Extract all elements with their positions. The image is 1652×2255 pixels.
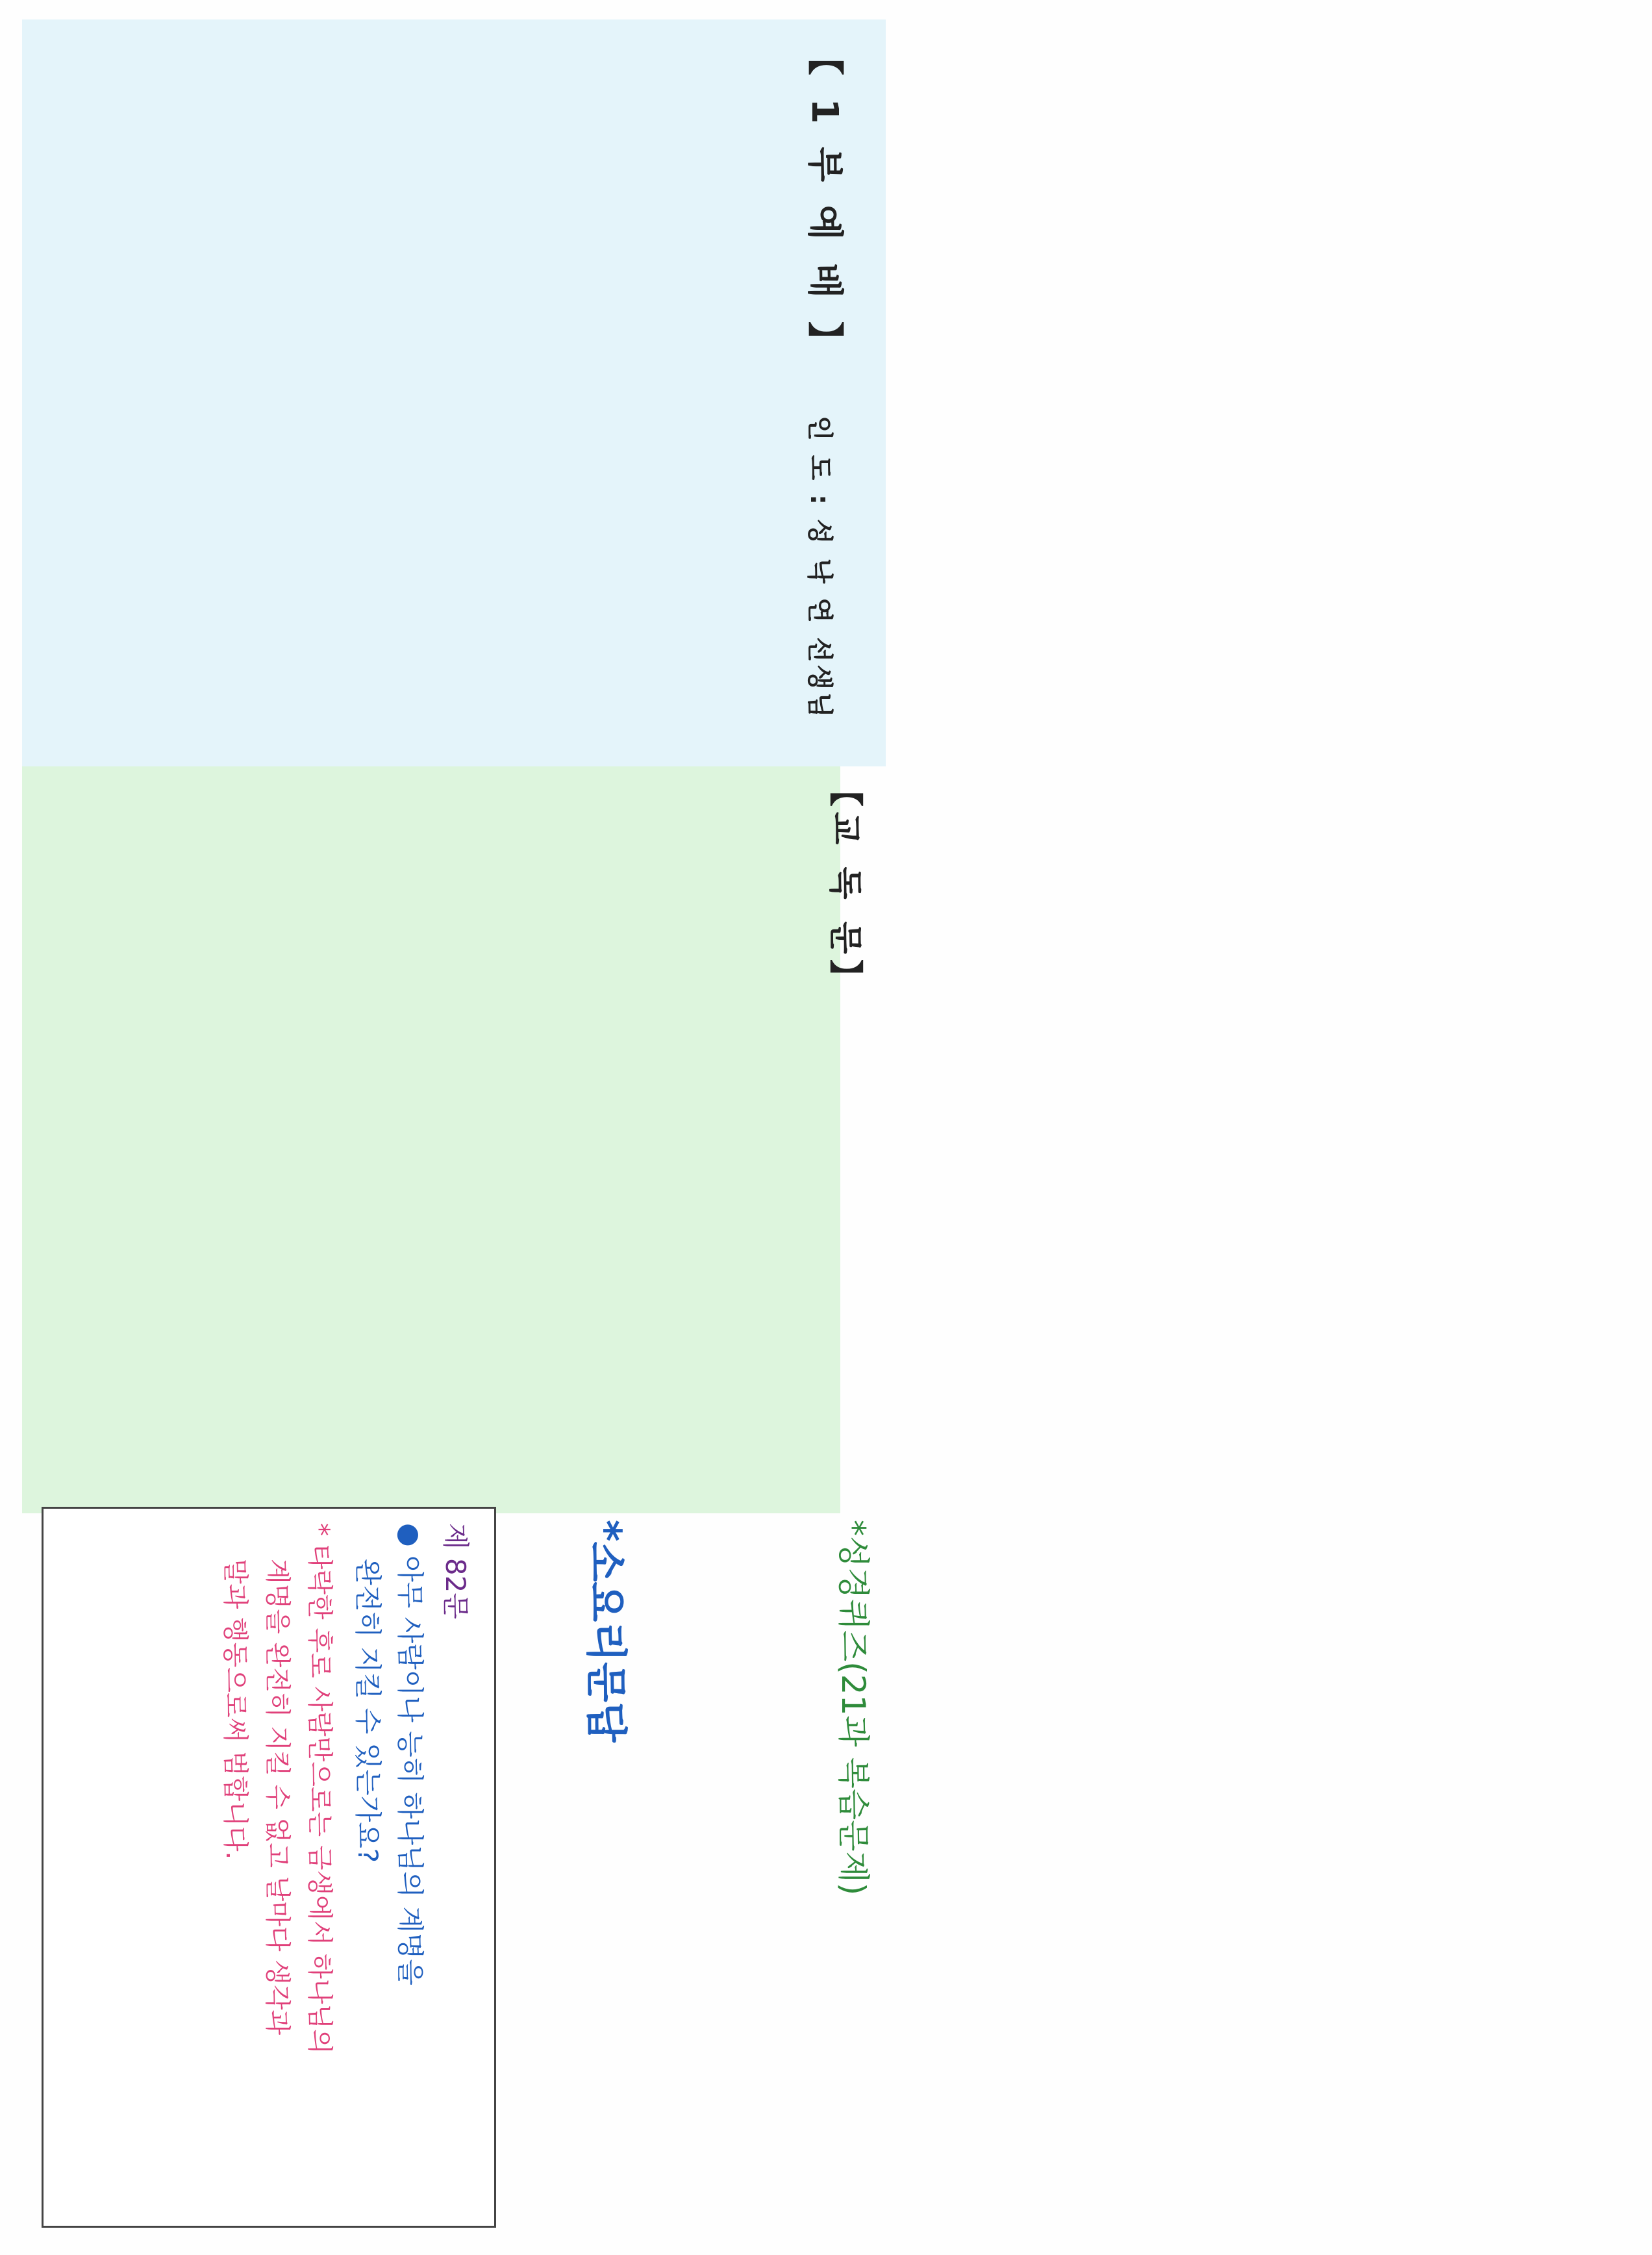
catechism-question-line1: 아무 사람이나 능히 하나님의 계명을 bbox=[394, 1556, 426, 1985]
reading-title: 【교 독 문】 bbox=[825, 773, 864, 998]
catechism-answer-line1: * 타락한 후로 사람만으로는 금생에서 하나님의 bbox=[305, 1523, 334, 2054]
worship-leader: 인 도 : 성 낙 연 선생님 bbox=[805, 416, 834, 720]
worship-title: 【 1 부 예 배 】 bbox=[803, 39, 845, 363]
catechism-question-line2: 완전히 지킬 수 있는가요? bbox=[352, 1559, 384, 1863]
catechism-question: ● 아무 사람이나 능히 하나님의 계명을 bbox=[394, 1523, 426, 1985]
quiz-title: *성경퀴즈(21과 복습문제) bbox=[834, 1520, 872, 1896]
worship-panel bbox=[22, 19, 886, 766]
catechism-number: 제 82문 bbox=[440, 1523, 471, 1619]
catechism-title: *소요리문답 bbox=[581, 1520, 629, 1743]
reading-panel bbox=[22, 766, 840, 1513]
catechism-answer-line3: 말과 행동으로써 범합니다. bbox=[220, 1559, 250, 1860]
catechism-answer-line2: 계명을 완전히 지킬 수 없고 날마다 생각과 bbox=[262, 1559, 292, 2035]
